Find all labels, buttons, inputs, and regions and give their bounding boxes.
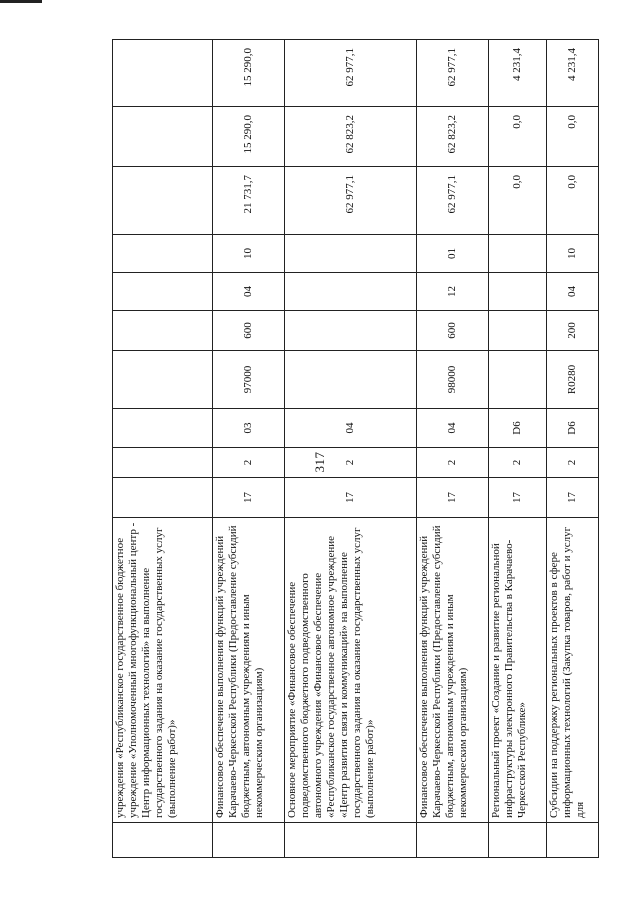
row-margin-cell [113, 823, 213, 858]
value-cell: 62 823,2 [285, 107, 417, 167]
vr-cell: 600 [417, 311, 489, 351]
value-cell: 62 977,1 [285, 167, 417, 235]
pr-cell: 04 [285, 409, 417, 448]
kosgu-cell [285, 273, 417, 311]
pr-cell: 03 [213, 409, 285, 448]
rz-cell: 2 [285, 448, 417, 478]
rz-cell: 2 [547, 448, 599, 478]
grbs-cell: 17 [547, 478, 599, 518]
table-row [213, 40, 285, 858]
sub-cell [113, 235, 213, 273]
row-name: Основное мероприятие «Финансовое обеспечение подведомственного бюджетного подведомственного автономного учреждения «Финансовое обеспечение «Республиканское государственное автономное учреждение «Центр развития связи и коммуникаций» на выполнение государственного задания на оказание государственных услуг (выполнение работ)» [285, 518, 417, 823]
sub-cell: 10 [213, 235, 285, 273]
rz-cell [113, 448, 213, 478]
pr-cell: D6 [489, 409, 547, 448]
kosgu-cell [113, 273, 213, 311]
vr-cell: 600 [213, 311, 285, 351]
value-cell: 62 977,1 [417, 167, 489, 235]
value-cell: 4 231,4 [547, 40, 599, 107]
page-number: 317 [312, 451, 327, 473]
value-cell [113, 40, 213, 107]
value-cell: 0,0 [547, 167, 599, 235]
row-name: Региональный проект «Создание и развитие региональной инфраструктуры электронного Правительства в Карачаево-Черкесской Республике» [489, 518, 547, 823]
row-name: Финансовое обеспечение выполнения функций учреждений Карачаево-Черкесской Республики (Предоставление субсидий бюджетным, автономным учреждениям и иным некоммерческим организациям) [213, 518, 285, 823]
row-margin-cell [547, 823, 599, 858]
value-cell: 62 977,1 [285, 40, 417, 107]
scan-mark [0, 0, 42, 3]
rz-cell: 2 [489, 448, 547, 478]
csr-cell [285, 351, 417, 409]
vr-cell [285, 311, 417, 351]
table-row [285, 40, 417, 858]
value-cell: 0,0 [489, 107, 547, 167]
rz-cell: 2 [417, 448, 489, 478]
row-margin-cell [489, 823, 547, 858]
vr-cell: 200 [547, 311, 599, 351]
pr-cell: 04 [417, 409, 489, 448]
table-row [417, 40, 489, 858]
value-cell [113, 107, 213, 167]
value-cell: 62 977,1 [417, 40, 489, 107]
pr-cell: D6 [547, 409, 599, 448]
csr-cell: 97000 [213, 351, 285, 409]
value-cell: 0,0 [489, 167, 547, 235]
kosgu-cell: 12 [417, 273, 489, 311]
vr-cell [489, 311, 547, 351]
sub-cell [489, 235, 547, 273]
row-margin-cell [417, 823, 489, 858]
pr-cell [113, 409, 213, 448]
table-row [489, 40, 547, 858]
sub-cell: 10 [547, 235, 599, 273]
value-cell: 4 231,4 [489, 40, 547, 107]
csr-cell: 98000 [417, 351, 489, 409]
table-row [547, 40, 599, 858]
kosgu-cell: 04 [547, 273, 599, 311]
kosgu-cell: 04 [213, 273, 285, 311]
grbs-cell [113, 478, 213, 518]
rz-cell: 2 [213, 448, 285, 478]
value-cell: 21 731,7 [213, 167, 285, 235]
row-name: Субсидии на поддержку региональных проектов в сфере информационных технологий (Закупка товаров, работ и услуг для [547, 518, 599, 823]
row-name: учреждения «Республиканское государственное бюджетное учреждение «Уполномоченный многофункциональный центр - Центр информационных технологий» на выполнение государственного задания на оказание государственных услуг (выполнение работ)» [113, 518, 213, 823]
sub-cell: 01 [417, 235, 489, 273]
sub-cell [285, 235, 417, 273]
value-cell [113, 167, 213, 235]
grbs-cell: 17 [417, 478, 489, 518]
csr-cell [489, 351, 547, 409]
row-margin-cell [213, 823, 285, 858]
vr-cell [113, 311, 213, 351]
kosgu-cell [489, 273, 547, 311]
value-cell: 0,0 [547, 107, 599, 167]
csr-cell [113, 351, 213, 409]
row-margin-cell [285, 823, 417, 858]
budget-table-rotated [112, 40, 618, 858]
table-row [113, 40, 213, 858]
grbs-cell: 17 [489, 478, 547, 518]
budget-table [112, 39, 599, 858]
value-cell: 15 290,0 [213, 107, 285, 167]
value-cell: 15 290,0 [213, 40, 285, 107]
grbs-cell: 17 [213, 478, 285, 518]
row-name: Финансовое обеспечение выполнения функций учреждений Карачаево-Черкесской Республики (Предоставление субсидий бюджетным, автономным учреждениям и иным некоммерческим организациям) [417, 518, 489, 823]
value-cell: 62 823,2 [417, 107, 489, 167]
csr-cell: R0280 [547, 351, 599, 409]
grbs-cell: 17 [285, 478, 417, 518]
